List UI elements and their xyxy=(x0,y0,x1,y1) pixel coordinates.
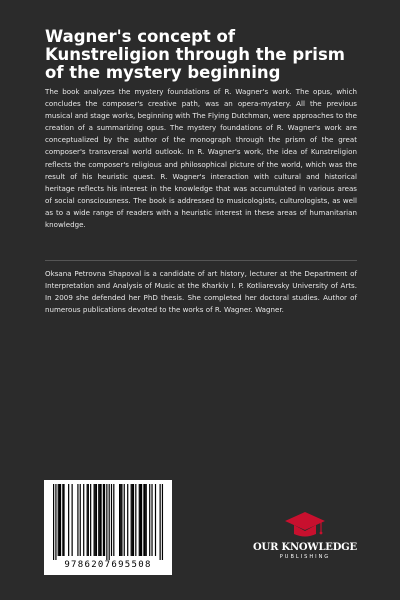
barcode-bar xyxy=(143,484,144,556)
barcode-bar xyxy=(60,484,61,556)
barcode-bar xyxy=(106,484,107,560)
barcode-bar xyxy=(77,484,78,556)
barcode-bar xyxy=(55,484,56,560)
barcode-bar xyxy=(120,484,121,556)
isbn-number: 9786207695508 xyxy=(64,560,152,570)
barcode-bar xyxy=(133,484,134,556)
barcode-bar xyxy=(68,484,69,556)
publisher-logo-block xyxy=(250,510,360,560)
barcode-bar xyxy=(104,484,105,556)
barcode-bar xyxy=(146,484,147,556)
barcode-bar xyxy=(131,484,132,556)
barcode-bar xyxy=(160,484,161,560)
barcode-bar xyxy=(96,484,97,556)
barcode-bar xyxy=(62,484,63,556)
barcode-bar xyxy=(149,484,150,556)
barcode-bar xyxy=(121,484,122,556)
barcode-bar xyxy=(63,484,64,556)
barcode-bar xyxy=(98,484,99,556)
barcode-bar xyxy=(119,484,120,556)
barcode-bar xyxy=(124,484,125,556)
author-bio: Oksana Petrovna Shapoval is a candidate of art history, lecturer at the Department of Interpretation and Analysis of Music at the Kharkiv I. P. Kotliarevsky University of Arts. In 2009 she defended her PhD thesis. She completed her doctoral studies. Author of numerous publications devoted to the works of R. Wagner. Wagner. xyxy=(45,269,357,315)
barcode-bar xyxy=(59,484,60,556)
barcode-bar xyxy=(103,484,104,556)
barcode-bar xyxy=(151,484,152,556)
publisher-name: OUR KNOWLEDGE xyxy=(253,542,357,553)
book-abstract: The book analyzes the mystery foundations of R. Wagner's work. The opus, which concludes the composer's creative path, was an opera-mystery. All the previous musical and stage works, beginning with The Flying Dutchman, were approaches to the creation of a summarizing opus. The mystery foundations of R. Wagner's work are conceptualized by the author of the monograph through the prism of the great composer's transversal world outlook. In R. Wagner's work, the idea of Kunstreligion reflects the composer's religious and philosophical picture of the world, which was the result of his heuristic quest. R. Wagner's interaction with cultural and historical heritage reflects his interest in the knowledge that was accumulated in various areas of social consciousness. The book is addressed to musicologists, culturologists, as well as to a wide range of readers with a heuristic interest in these areas of humanitarian knowledge. xyxy=(45,87,357,230)
section-divider xyxy=(45,260,357,261)
barcode-bar xyxy=(58,484,59,556)
barcode-bar xyxy=(155,484,156,556)
barcode-bar xyxy=(72,484,73,556)
barcode-bar xyxy=(90,484,91,556)
barcode-bar xyxy=(88,484,89,556)
barcode-bar xyxy=(94,484,95,556)
barcode-bar xyxy=(135,484,136,556)
graduation-cap-icon xyxy=(283,510,327,540)
barcode-bar xyxy=(53,484,54,560)
barcode-bar xyxy=(162,484,163,560)
barcode-bar xyxy=(83,484,84,556)
barcode-bar xyxy=(144,484,145,556)
barcode-bar xyxy=(80,484,81,556)
barcode-bar xyxy=(127,484,128,556)
barcode-bar xyxy=(113,484,114,556)
barcode-bar xyxy=(139,484,140,556)
barcode-bar xyxy=(132,484,133,556)
barcode-bar xyxy=(87,484,88,556)
isbn-barcode xyxy=(44,480,172,575)
barcode-bar xyxy=(99,484,100,556)
barcode-bar xyxy=(111,484,112,556)
barcode-bar xyxy=(95,484,96,556)
barcode-bars xyxy=(44,480,172,560)
barcode-bar xyxy=(141,484,142,556)
publisher-subtitle: PUBLISHING xyxy=(279,554,331,560)
barcode-bar xyxy=(100,484,101,556)
book-title: Wagner's concept of Kunstreligion through the prism of the mystery beginning xyxy=(45,27,345,82)
barcode-bar xyxy=(140,484,141,556)
barcode-bar xyxy=(109,484,110,560)
